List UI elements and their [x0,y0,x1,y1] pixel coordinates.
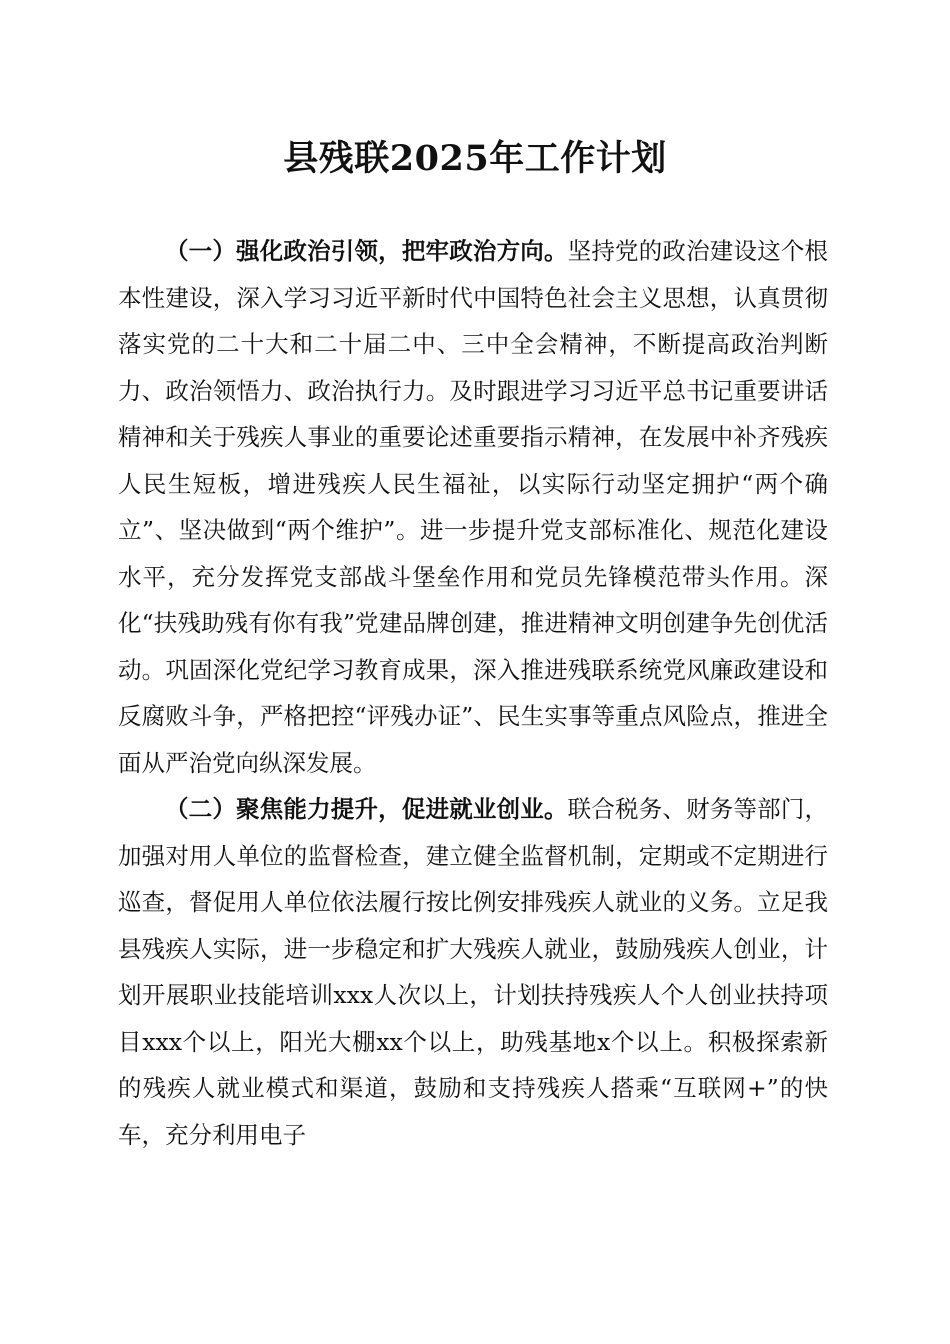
paragraph-1 [118,228,828,786]
paragraph-2-text: 联合税务、财务等部门，加强对用人单位的监督检查，建立健全监督机制，定期或不定期进行巡查，督促用人单位依法履行按比例安排残疾人就业的义务。立足我县残疾人实际，进一步稳定和扩大残疾人就业，鼓励残疾人创业，计划开展职业技能培训xxx人次以上，计划扶持残疾人个人创业扶持项目xxx个以上，阳光大棚xx个以上，助残基地x个以上。积极探索新的残疾人就业模式和渠道，鼓励和支持残疾人搭乘“互联网+”的快车，充分利用电子 [118,795,829,1149]
paragraph-1-heading: （一）强化政治引领，把牢政治方向。 [165,237,568,265]
paragraph-2 [118,786,828,1158]
document-body [118,228,828,1158]
document-title: 县残联2025年工作计划 [283,138,667,179]
paragraph-2-heading: （二）聚焦能力提升，促进就业创业。 [165,795,568,823]
paragraph-1-text: 坚持党的政治建设这个根本性建设，深入学习习近平新时代中国特色社会主义思想，认真贯彻落实党的二十大和二十届二中、三中全会精神，不断提高政治判断力、政治领悟力、政治执行力。及时跟进学习习近平总书记重要讲话精神和关于残疾人事业的重要论述重要指示精神，在发展中补齐残疾人民生短板，增进残疾人民生福祉，以实际行动坚定拥护“两个确立”、坚决做到“两个维护”。进一步提升党支部标准化、规范化建设水平，充分发挥党支部战斗堡垒作用和党员先锋模范带头作用。深化“扶残助残有你有我”党建品牌创建，推进精神文明创建争先创优活动。巩固深化党纪学习教育成果，深入推进残联系统党风廉政建设和反腐败斗争，严格把控“评残办证”、民生实事等重点风险点，推进全面从严治党向纵深发展。 [118,237,829,777]
